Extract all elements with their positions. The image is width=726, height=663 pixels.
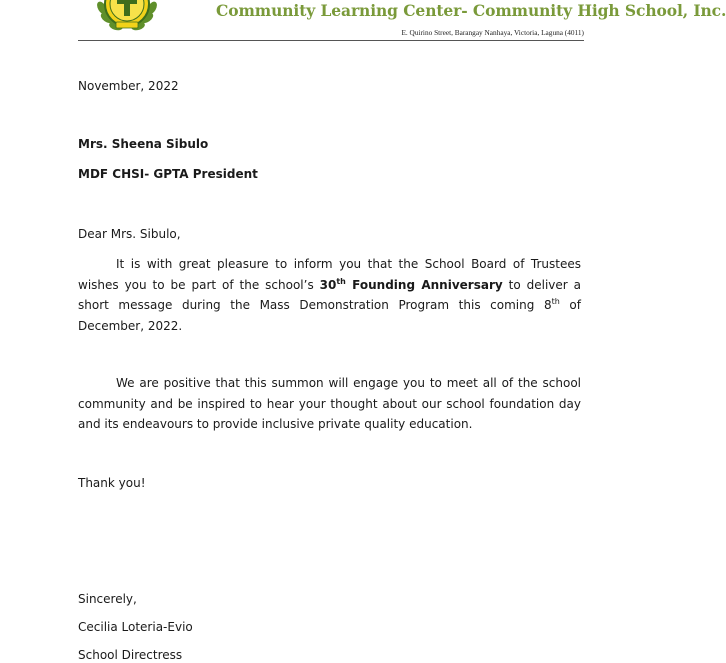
signatory-title: School Directress (78, 648, 183, 662)
recipient-name: Mrs. Sheena Sibulo (78, 137, 209, 151)
paragraph-invitation-text-2: to deliver a short message during the Mass Demonstration Program this coming 8 (78, 277, 581, 312)
salutation: Dear Mrs. Sibulo, (78, 227, 181, 241)
header-divider (78, 40, 584, 41)
closing: Sincerely, (78, 592, 137, 606)
thank-you: Thank you! (78, 476, 146, 490)
signatory-name: Cecilia Loteria-Evio (78, 620, 193, 634)
organization-address: E. Quirino Street, Barangay Nanhaya, Victoria, Laguna (4011) (401, 28, 584, 37)
anniversary-label: Founding Anniversary (345, 277, 503, 292)
organization-name: Community Learning Center- Community High School, Inc. (216, 1, 726, 20)
anniversary-suffix: th (336, 276, 346, 286)
school-seal-icon (94, 0, 160, 34)
paragraph-invitation-text-3: of December, 2022. (78, 298, 581, 333)
paragraph-engagement: We are positive that this summon will engage you to meet all of the school community and be inspired to hear your thought about our school foundation day and its endeavours to provide inclusive private quality education. (78, 376, 581, 431)
anniversary-number: 30 (319, 277, 337, 292)
paragraph-invitation-text-1: It is with great pleasure to inform you that the School Board of Trustees wishes you to be part of the school’s (78, 257, 581, 292)
letter-date: November, 2022 (78, 79, 179, 93)
paragraph-invitation (78, 254, 581, 336)
recipient-title: MDF CHSI- GPTA President (78, 167, 258, 181)
day-suffix: th (551, 297, 560, 306)
